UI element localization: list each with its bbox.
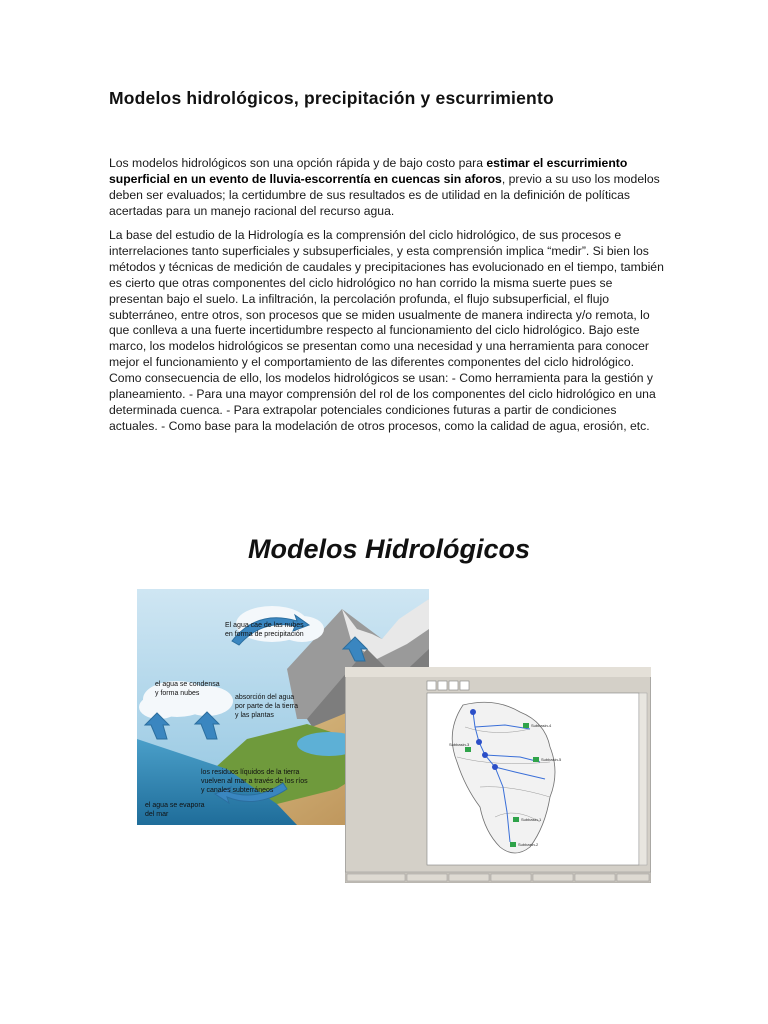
map-label-5: Subbasin-2 (518, 842, 539, 847)
taskbar-buttons (347, 874, 649, 881)
document-title: Modelos hidrológicos, precipitación y escurrimiento (109, 88, 554, 108)
scrollbar (639, 693, 647, 865)
label-absorcion-2: por parte de la tierra (235, 703, 299, 710)
label-residuos-1: los residuos líquidos de la tierra (201, 769, 300, 776)
label-residuos-2: vuelven al mar a través de los ríos (201, 778, 308, 785)
intro-text-bold: estimar el escurrimiento superficial en un evento de lluvia-escorrentía en cuencas sin aforos (109, 156, 628, 186)
window-titlebar (345, 667, 651, 677)
paragraph-body: La base del estudio de la Hidrología es la comprensión del ciclo hidrológico, de sus procesos e interrelaciones tanto superficiales y subsuperficiales, y esta comprensión implica “medir”. Si bien los métodos y técnicas de medición de caudales y precipitaciones has evolucionado en el tiempo, también es cierto que otras componentes del ciclo hidrológico no han corrido la misma suerte pues se presentan bajo el suelo. La infiltración, la percolación profunda, el flujo subsuperficial, el flujo subterráneo, entre otros, son procesos que se miden usualmente de manera indirecta y/o remota, lo que conlleva a una fuerte incertidumbre respecto al funcionamiento del ciclo hidrológico. Bajo este marco, los modelos hidrológicos se presentan como una necesidad y una herramienta para conocer mejor el funcionamiento y el comportamiento de las diferentes componentes del ciclo hidrológico. Como consecuencia de ello, los modelos hidrológicos se usan: - Como herramienta para la gestión y planeamiento. - Para una mayor comprensión del rol de los componentes del ciclo hidrológico en una determinada cuenca. - Para extrapolar potenciales condiciones futuras a partir de condiciones actuales. - Como base para la modelación de otros procesos, como la calidad de agua, erosión, etc. (109, 228, 664, 433)
label-condensa-2: y forma nubes (155, 690, 200, 697)
label-precipitacion-2: en forma de precipitación (225, 631, 304, 638)
intro-text-end: , previo a su uso los modelos deben ser evaluados; la certidumbre de sus resultados es de utilidad en la definición de políticas acertadas para un manejo racional del recurso agua. (109, 171, 660, 218)
label-condensa-1: el agua se condensa (155, 681, 220, 688)
label-absorcion-3: y las plantas (235, 712, 274, 719)
paragraph-intro (109, 156, 664, 220)
label-evapora-2: del mar (145, 811, 169, 818)
map-label-2: Subbasin-5 (541, 757, 562, 762)
map-label-3: Subbasin-3 (449, 742, 470, 747)
intro-text-start: Los modelos hidrológicos son una opción rápida y de bajo costo para (109, 156, 487, 170)
label-residuos-3: y canales subterráneos (201, 787, 274, 794)
label-evapora-1: el agua se evapora (145, 802, 205, 809)
figure-title: Modelos Hidrológicos (247, 534, 530, 564)
label-absorcion-1: absorción del agua (235, 694, 295, 701)
map-label-1: Subbasin-4 (531, 723, 552, 728)
label-precipitacion-1: El agua cae de las nubes (225, 622, 304, 629)
map-label-4: Subbasin-1 (521, 817, 542, 822)
basin-model-screenshot (345, 667, 651, 883)
